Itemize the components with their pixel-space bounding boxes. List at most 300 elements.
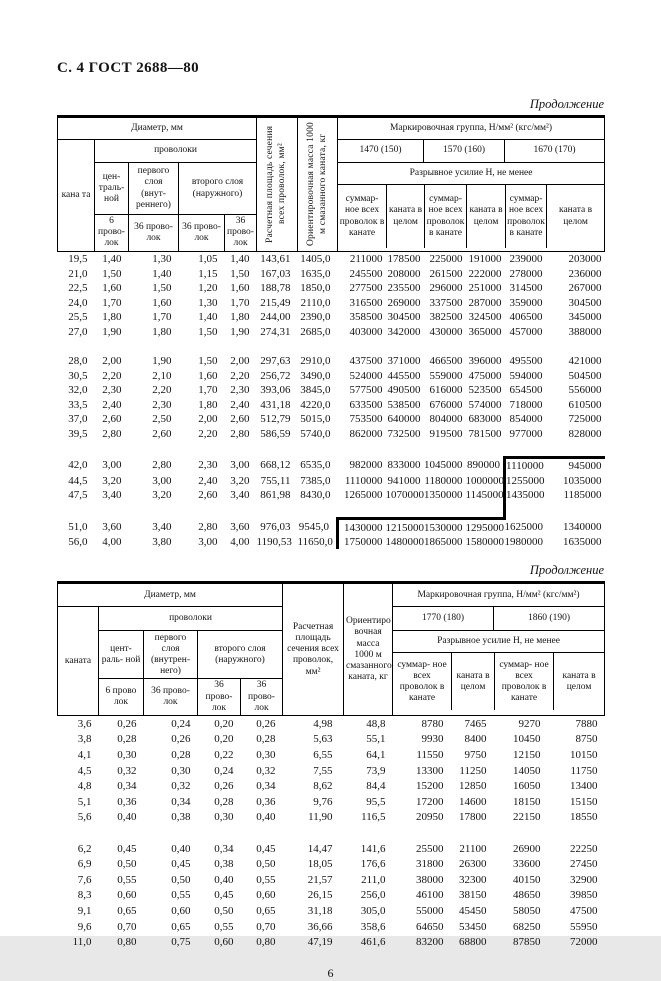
table-cell: 861,98 [260, 489, 291, 502]
table-cell: 0,60 [256, 889, 276, 902]
table-cell: 495500 [509, 355, 543, 368]
table-cell: 305,0 [360, 905, 386, 918]
table-cell: 0,34 [256, 780, 276, 793]
table-cell: 977000 [509, 428, 543, 441]
table-cell: 1625000 [504, 520, 544, 533]
table-row [58, 427, 605, 442]
table-cell: 28,0 [68, 355, 88, 368]
table-cell: 64650 [416, 920, 444, 933]
table-cell: 2,30 [198, 459, 218, 472]
t1-breaking-header: Разрывное усилие Н, не менее [338, 163, 604, 185]
table-cell: 1145000 [465, 489, 504, 502]
table-cell: 46100 [416, 889, 444, 902]
table-cell: 1,50 [102, 267, 122, 280]
table-cell: 1,40 [102, 252, 122, 265]
table-cell: 1350000 [424, 489, 463, 502]
table-cell: 1045000 [424, 459, 463, 472]
table-cell: 1,30 [152, 252, 172, 265]
table-cell: 437500 [349, 355, 383, 368]
table-cell: 640000 [387, 413, 421, 426]
table-cell: 0,60 [171, 905, 191, 918]
t1-area-header: Расчетная площадь сечения всех проволок, мм² [257, 117, 298, 252]
table-cell: 1430000 [338, 519, 386, 535]
table-cell: 3,20 [230, 474, 250, 487]
table-cell: 53450 [459, 920, 487, 933]
table-row [58, 383, 605, 398]
table-cell: 919500 [429, 428, 463, 441]
table-cell: 47,19 [307, 936, 333, 949]
table-row [58, 763, 605, 779]
table-cell: 0,60 [117, 889, 137, 902]
table-row [58, 778, 605, 794]
table-row [58, 841, 605, 857]
table-cell: 0,32 [171, 780, 191, 793]
table-row [58, 856, 605, 872]
table-cell: 222000 [468, 267, 502, 280]
t1-whole-rope-header-1470: каната в целом [386, 185, 424, 248]
table-cell: 0,75 [171, 936, 191, 949]
table-cell: 26900 [513, 842, 541, 855]
table-cell: 0,22 [214, 749, 234, 762]
table-cell: 143,61 [260, 252, 291, 265]
table-row [58, 934, 605, 950]
t2-second-layer-header: второго слоя (наружного) [198, 631, 283, 679]
table-cell: 2,20 [230, 369, 250, 382]
table-cell: 0,36 [256, 795, 276, 808]
table-cell: 9,76 [313, 795, 333, 808]
table-cell: 27,0 [68, 325, 88, 338]
table-cell: 0,34 [117, 780, 137, 793]
table-cell: 269000 [387, 296, 421, 309]
table-cell: 11750 [570, 764, 598, 777]
table-cell: 32,0 [68, 384, 88, 397]
table-cell: 38000 [416, 873, 444, 886]
table-cell: 15200 [416, 780, 444, 793]
table-cell: 19,5 [68, 252, 88, 265]
table-cell: 37,0 [68, 413, 88, 426]
t1-group-1470: 1470 (150) [338, 140, 424, 163]
table-row [58, 747, 605, 763]
table-cell: 0,70 [117, 920, 137, 933]
table-row [58, 535, 605, 550]
table-cell: 4,5 [77, 764, 92, 777]
table-cell: 256,72 [260, 369, 291, 382]
table-row [58, 888, 605, 904]
document-header: С. 4 ГОСТ 2688—80 [57, 60, 199, 76]
t1-mark-group-header: Маркировочная группа, Н/мм² (кгс/мм²) [338, 117, 605, 140]
table-cell: 523500 [468, 384, 502, 397]
table-cell: 461,6 [360, 936, 386, 949]
t2-mark-group-header: Маркировочная группа, Н/мм² (кгс/мм²) [393, 583, 605, 607]
table-cell: 6,55 [313, 749, 333, 762]
table-cell: 982000 [349, 459, 383, 472]
table-cell: 833000 [387, 459, 421, 472]
table-cell: 0,34 [214, 842, 234, 855]
table-cell: 5015,0 [300, 413, 331, 426]
table-cell: 3845,0 [300, 384, 331, 397]
table-cell: 2,80 [152, 459, 172, 472]
table-cell: 1635000 [563, 536, 602, 549]
table-cell: 359000 [509, 296, 543, 309]
table-cell: 0,40 [171, 842, 191, 855]
table-cell: 55000 [416, 905, 444, 918]
table-row [58, 716, 605, 732]
table-cell: 26300 [459, 858, 487, 871]
table-cell: 0,80 [256, 936, 276, 949]
table-cell: 1340000 [563, 520, 602, 533]
table-cell: 47500 [570, 905, 598, 918]
table-cell: 48,8 [366, 717, 386, 730]
t1-sum-wires-header-1670: суммар- ное всех проволок в канате [505, 185, 546, 248]
table-cell: 11250 [459, 764, 487, 777]
table-cell: 5740,0 [300, 428, 331, 441]
table-cell: 475000 [468, 369, 502, 382]
table-cell: 48650 [513, 889, 541, 902]
table-cell: 0,32 [256, 764, 276, 777]
rope-table-continuation-1 [57, 115, 605, 549]
table-cell: 44,5 [68, 474, 88, 487]
table-cell: 3,00 [198, 536, 218, 549]
table-cell: 14050 [513, 764, 541, 777]
table-cell: 15150 [570, 795, 598, 808]
table-cell: 21,0 [68, 267, 88, 280]
page-number: 6 [327, 966, 334, 980]
table-cell: 188,78 [260, 282, 291, 295]
table-cell: 1,60 [230, 282, 250, 295]
table-cell: 1980000 [504, 536, 544, 549]
table-cell: 457000 [509, 325, 543, 338]
table-cell: 524000 [349, 369, 383, 382]
table-cell: 2,20 [102, 369, 122, 382]
table-cell: 2,20 [198, 428, 218, 441]
table-cell: 1070000 [385, 489, 425, 502]
table-row [58, 412, 605, 427]
table-cell: 403000 [349, 325, 383, 338]
table-row [58, 810, 605, 826]
t2-wires6-header: 6 прово лок [99, 679, 144, 716]
table-cell: 1,80 [102, 311, 122, 324]
group-separator [58, 339, 605, 354]
table-cell: 2,40 [198, 474, 218, 487]
table-cell: 25,5 [68, 311, 88, 324]
t1-wires6-header: 6 прово- лок [95, 215, 129, 252]
table-cell: 0,28 [256, 733, 276, 746]
table-cell: 1180000 [424, 474, 463, 487]
t1-breaking-force-block [338, 163, 605, 252]
table-cell: 574000 [468, 398, 502, 411]
table-cell: 342000 [387, 325, 421, 338]
table-cell: 84,4 [366, 780, 386, 793]
table-cell: 2,40 [230, 398, 250, 411]
table-cell: 1,70 [102, 296, 122, 309]
table-cell: 13300 [416, 764, 444, 777]
table-cell: 0,28 [171, 749, 191, 762]
t2-area-header: Расчетная площадь сечения всех проволок, мм² [283, 583, 344, 716]
table-cell: 3,80 [152, 536, 172, 549]
table-cell: 0,36 [117, 795, 137, 808]
table-cell: 1,70 [198, 384, 218, 397]
table-cell: 245500 [349, 267, 383, 280]
table-cell: 676000 [429, 398, 463, 411]
table-cell: 1,60 [102, 282, 122, 295]
table-cell: 393,06 [260, 384, 291, 397]
table-cell: 21100 [459, 842, 487, 855]
table-cell: 31,18 [307, 905, 333, 918]
table-cell: 7880 [575, 717, 598, 730]
table-cell: 1,40 [198, 311, 218, 324]
table-cell: 1405,0 [300, 252, 331, 265]
table-cell: 0,26 [256, 717, 276, 730]
table-cell: 2,30 [152, 398, 172, 411]
table-cell: 6,9 [77, 858, 92, 871]
table-cell: 538500 [387, 398, 421, 411]
table-row [58, 325, 605, 340]
table-cell: 5,6 [77, 811, 92, 824]
table-cell: 26,15 [307, 889, 333, 902]
table-cell: 0,45 [214, 889, 234, 902]
table-cell: 7,6 [77, 873, 92, 886]
table-cell: 55,1 [366, 733, 386, 746]
t2-wires-header: проволоки [99, 607, 283, 631]
table-cell: 466500 [429, 355, 463, 368]
table-cell: 239000 [509, 252, 543, 265]
table-cell: 0,38 [171, 811, 191, 824]
table-cell: 0,34 [171, 795, 191, 808]
table-cell: 7,55 [313, 764, 333, 777]
table-cell: 11,90 [308, 811, 333, 824]
table-row [58, 368, 605, 383]
table-cell: 287000 [468, 296, 502, 309]
group-separator [58, 441, 605, 457]
table-cell: 0,28 [117, 733, 137, 746]
table-cell: 2,80 [230, 428, 250, 441]
table-cell: 755,11 [260, 474, 291, 487]
table-cell: 116,5 [361, 811, 386, 824]
table-cell: 31800 [416, 858, 444, 871]
table-cell: 18,05 [307, 858, 333, 871]
t2-group-1860: 1860 (190) [494, 607, 605, 631]
table-cell: 382500 [429, 311, 463, 324]
table-cell: 1,40 [230, 252, 250, 265]
t1-group-1670: 1670 (170) [505, 140, 605, 163]
table-cell: 244,00 [260, 311, 291, 324]
table-cell: 72000 [570, 936, 598, 949]
t2-wires36-header-c: 36 прово- лок [241, 679, 283, 716]
table-row [58, 457, 605, 473]
table-cell: 388000 [568, 325, 602, 338]
table-cell: 278000 [509, 267, 543, 280]
table-cell: 45450 [459, 905, 487, 918]
table-cell: 68800 [459, 936, 487, 949]
t2-rope-header: каната [58, 607, 99, 716]
table-cell: 95,5 [366, 795, 386, 808]
table-cell: 0,55 [214, 920, 234, 933]
table-cell: 0,80 [117, 936, 137, 949]
table-cell: 51,0 [68, 520, 88, 533]
table-cell: 9,6 [77, 920, 92, 933]
table-cell: 345000 [568, 311, 602, 324]
table-cell: 2,40 [102, 398, 122, 411]
table-cell: 203000 [568, 252, 602, 265]
table-cell: 87850 [513, 936, 541, 949]
table-cell: 2,60 [152, 428, 172, 441]
table-cell: 945000 [546, 457, 605, 473]
table-row [58, 474, 605, 489]
table-row [58, 903, 605, 919]
table-cell: 2685,0 [300, 325, 331, 338]
table-cell: 47,5 [68, 489, 88, 502]
table-cell: 490500 [387, 384, 421, 397]
table-cell: 0,40 [214, 873, 234, 886]
table-cell: 215,49 [260, 296, 291, 309]
table-cell: 4,98 [313, 717, 333, 730]
table-cell: 0,40 [256, 811, 276, 824]
table-cell: 235500 [387, 282, 421, 295]
table-cell: 0,32 [117, 764, 137, 777]
table-cell: 141,6 [360, 842, 386, 855]
table-cell: 781500 [468, 428, 502, 441]
table-cell: 55950 [570, 920, 598, 933]
table-cell: 20950 [416, 811, 444, 824]
table-cell: 191000 [468, 252, 502, 265]
table-cell: 358500 [349, 311, 383, 324]
table-cell: 1,30 [198, 296, 218, 309]
table-cell: 1,50 [198, 325, 218, 338]
table-cell: 0,50 [117, 858, 137, 871]
table-cell: 0,45 [256, 842, 276, 855]
group-separator [58, 503, 605, 519]
table-cell: 4,00 [230, 536, 250, 549]
table-cell: 0,38 [214, 858, 234, 871]
table-cell: 3,00 [230, 459, 250, 472]
table-cell: 18150 [513, 795, 541, 808]
table-cell: 0,30 [256, 749, 276, 762]
table-row [58, 310, 605, 325]
table-cell: 0,55 [256, 873, 276, 886]
table-cell: 39,5 [68, 428, 88, 441]
table-cell: 3,40 [102, 489, 122, 502]
table-cell: 8,3 [77, 889, 92, 902]
table-cell: 277500 [349, 282, 383, 295]
table-row [58, 281, 605, 296]
table-cell: 208000 [387, 267, 421, 280]
table-cell: 732500 [387, 428, 421, 441]
table-cell: 1,90 [102, 325, 122, 338]
table-cell: 58050 [513, 905, 541, 918]
table-cell: 68250 [513, 920, 541, 933]
table-cell: 21,57 [307, 873, 333, 886]
table-cell: 1750000 [338, 535, 386, 550]
table-cell: 828000 [568, 428, 602, 441]
table-cell: 0,55 [171, 889, 191, 902]
table-cell: 2,60 [102, 413, 122, 426]
table-cell: 2,60 [198, 489, 218, 502]
table-row [58, 398, 605, 413]
table-cell: 10150 [570, 749, 598, 762]
table-cell: 0,45 [171, 858, 191, 871]
table-cell: 0,70 [256, 920, 276, 933]
table-cell: 18550 [570, 811, 598, 824]
table-row [58, 919, 605, 935]
table-cell: 8400 [464, 733, 487, 746]
table-cell: 1,50 [152, 282, 172, 295]
table-cell: 0,20 [214, 717, 234, 730]
table-cell: 14,47 [307, 842, 333, 855]
table-cell: 3,00 [102, 459, 122, 472]
table-cell: 445500 [387, 369, 421, 382]
table-cell: 2,30 [230, 384, 250, 397]
table-cell: 0,26 [117, 717, 137, 730]
table-row [58, 266, 605, 281]
table-cell: 1110000 [344, 474, 383, 487]
t1-wires36-header-c: 36 прово- лок [225, 215, 257, 252]
continuation-label-2: Продолжение [529, 563, 604, 578]
table-cell: 261500 [429, 267, 463, 280]
t1-mass-header: Ориентировочная масса 1000 м смазанного каната, кг [298, 117, 338, 252]
table-cell: 14600 [459, 795, 487, 808]
table-cell: 1,70 [152, 311, 172, 324]
continuation-label-1: Продолжение [529, 97, 604, 111]
table-cell: 30,5 [68, 369, 88, 382]
table-cell: 1295000 [466, 519, 505, 535]
table-cell: 862000 [349, 428, 383, 441]
table-cell: 0,20 [214, 733, 234, 746]
table-cell: 13400 [570, 780, 598, 793]
table-row [58, 794, 605, 810]
table-cell: 267000 [568, 282, 602, 295]
table-cell: 39850 [570, 889, 598, 902]
t1-wires36-header-a: 36 прово- лок [129, 215, 179, 252]
table-cell: 0,26 [214, 780, 234, 793]
table-cell: 8,62 [313, 780, 333, 793]
table-cell: 33,5 [68, 398, 88, 411]
table-cell: 9545,0 [298, 520, 330, 533]
table-cell: 1,40 [152, 267, 172, 280]
t2-whole-rope-header-1860: каната в целом [553, 653, 604, 710]
table-cell: 0,60 [214, 936, 234, 949]
table-cell: 0,50 [171, 873, 191, 886]
table-cell: 211000 [349, 252, 383, 265]
table-row [58, 354, 605, 369]
table-cell: 0,30 [214, 811, 234, 824]
table-cell: 0,40 [117, 811, 137, 824]
table-cell: 2,00 [198, 413, 218, 426]
table-cell: 17200 [416, 795, 444, 808]
table-cell: 2,80 [198, 520, 218, 533]
table-cell: 22150 [513, 811, 541, 824]
table-cell: 1,60 [152, 296, 172, 309]
t2-whole-rope-header-1770: каната в целом [451, 653, 494, 710]
table-cell: 25500 [416, 842, 444, 855]
table-cell: 1480000 [385, 536, 425, 549]
t1-wires36-header-b: 36 прово- лок [179, 215, 225, 252]
table-cell: 10450 [513, 733, 541, 746]
table-cell: 6,2 [77, 842, 92, 855]
t2-group-1770: 1770 (180) [393, 607, 494, 631]
table-cell: 941000 [387, 474, 421, 487]
table-cell: 2,50 [152, 413, 172, 426]
table-cell: 33600 [513, 858, 541, 871]
t1-whole-rope-header-1570: каната в целом [466, 185, 505, 248]
table-cell: 2,00 [230, 355, 250, 368]
table-cell: 7465 [464, 717, 487, 730]
rope-table-continuation-2 [57, 581, 605, 950]
table-cell: 610500 [568, 398, 602, 411]
t2-first-layer-header: первого слоя (внутрен- него) [144, 631, 198, 679]
table-cell: 32300 [459, 873, 487, 886]
table-cell: 0,26 [171, 733, 191, 746]
table-cell: 2,60 [230, 413, 250, 426]
